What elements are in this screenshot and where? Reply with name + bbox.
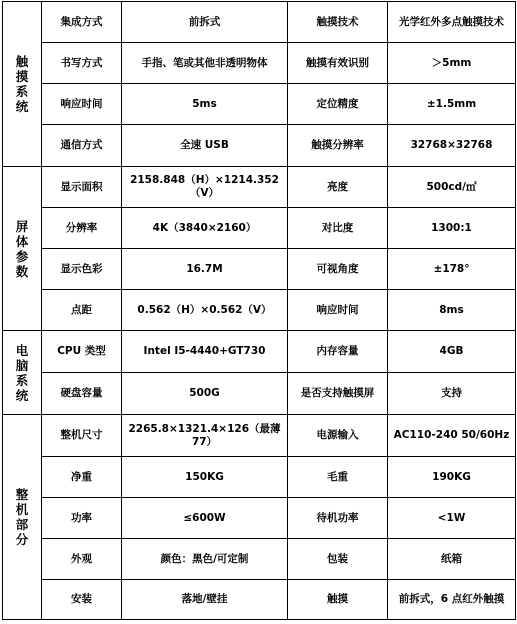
spec-label: 亮度 <box>288 167 388 208</box>
spec-label: 待机功率 <box>288 498 388 539</box>
spec-label: 内存容量 <box>288 331 388 373</box>
table-row <box>3 2 516 43</box>
table-row <box>3 290 516 331</box>
section-header-whole-machine: 整机部分 <box>3 415 42 620</box>
table-row <box>3 373 516 415</box>
spec-value: 前拆式 <box>122 2 288 43</box>
table-row <box>3 84 516 125</box>
spec-label: 分辨率 <box>42 208 122 249</box>
section-header-computer-system: 电脑系统 <box>3 331 42 415</box>
spec-value: 颜色：黑色/可定制 <box>122 539 288 580</box>
spec-value: 32768×32768 <box>388 125 516 167</box>
spec-value: 1300:1 <box>388 208 516 249</box>
spec-label: 可视角度 <box>288 249 388 290</box>
spec-label: CPU 类型 <box>42 331 122 373</box>
spec-label: 净重 <box>42 457 122 498</box>
spec-value: 8ms <box>388 290 516 331</box>
spec-label: 集成方式 <box>42 2 122 43</box>
section-header-touch-system: 触摸系统 <box>3 2 42 167</box>
spec-label: 触摸技术 <box>288 2 388 43</box>
spec-value: 支持 <box>388 373 516 415</box>
spec-value: ±1.5mm <box>388 84 516 125</box>
spec-value: 落地/壁挂 <box>122 580 288 620</box>
spec-value: 190KG <box>388 457 516 498</box>
spec-label: 毛重 <box>288 457 388 498</box>
spec-value: AC110-240 50/60Hz <box>388 415 516 457</box>
spec-label: 包装 <box>288 539 388 580</box>
spec-value: 2265.8×1321.4×126（最薄 77） <box>122 415 288 457</box>
spec-label: 点距 <box>42 290 122 331</box>
section-header-screen-params: 屏体参数 <box>3 167 42 331</box>
spec-table <box>2 1 516 620</box>
spec-label: 整机尺寸 <box>42 415 122 457</box>
spec-value: 手指、笔或其他非透明物体 <box>122 43 288 84</box>
spec-value: 2158.848（H）×1214.352（V） <box>122 167 288 208</box>
table-row <box>3 580 516 620</box>
spec-label: 是否支持触摸屏 <box>288 373 388 415</box>
table-row <box>3 415 516 457</box>
table-row <box>3 539 516 580</box>
table-row <box>3 457 516 498</box>
spec-label: 电源输入 <box>288 415 388 457</box>
spec-value: 光学红外多点触摸技术 <box>388 2 516 43</box>
spec-value: ＞5mm <box>388 43 516 84</box>
spec-label: 外观 <box>42 539 122 580</box>
spec-value: ±178° <box>388 249 516 290</box>
spec-label: 功率 <box>42 498 122 539</box>
spec-label: 通信方式 <box>42 125 122 167</box>
spec-label: 书写方式 <box>42 43 122 84</box>
spec-value: 5ms <box>122 84 288 125</box>
spec-value: 0.562（H）×0.562（V） <box>122 290 288 331</box>
table-row <box>3 249 516 290</box>
spec-label: 触摸分辨率 <box>288 125 388 167</box>
spec-label: 触摸 <box>288 580 388 620</box>
table-row <box>3 43 516 84</box>
spec-value: ≤600W <box>122 498 288 539</box>
spec-value: 4GB <box>388 331 516 373</box>
spec-value: 4K（3840×2160） <box>122 208 288 249</box>
table-row <box>3 331 516 373</box>
spec-label: 显示色彩 <box>42 249 122 290</box>
spec-label: 安装 <box>42 580 122 620</box>
spec-value: 500cd/㎡ <box>388 167 516 208</box>
spec-label: 响应时间 <box>288 290 388 331</box>
spec-value: 纸箱 <box>388 539 516 580</box>
spec-value: <1W <box>388 498 516 539</box>
spec-label: 触摸有效识别 <box>288 43 388 84</box>
spec-label: 对比度 <box>288 208 388 249</box>
table-row <box>3 498 516 539</box>
table-row <box>3 208 516 249</box>
spec-value: Intel I5-4440+GT730 <box>122 331 288 373</box>
spec-label: 定位精度 <box>288 84 388 125</box>
spec-value: 150KG <box>122 457 288 498</box>
spec-value: 16.7M <box>122 249 288 290</box>
spec-value: 全速 USB <box>122 125 288 167</box>
spec-label: 显示面积 <box>42 167 122 208</box>
spec-value: 500G <box>122 373 288 415</box>
spec-label: 响应时间 <box>42 84 122 125</box>
table-row <box>3 125 516 167</box>
spec-label: 硬盘容量 <box>42 373 122 415</box>
spec-value: 前拆式，6 点红外触摸 <box>388 580 516 620</box>
table-row <box>3 167 516 208</box>
